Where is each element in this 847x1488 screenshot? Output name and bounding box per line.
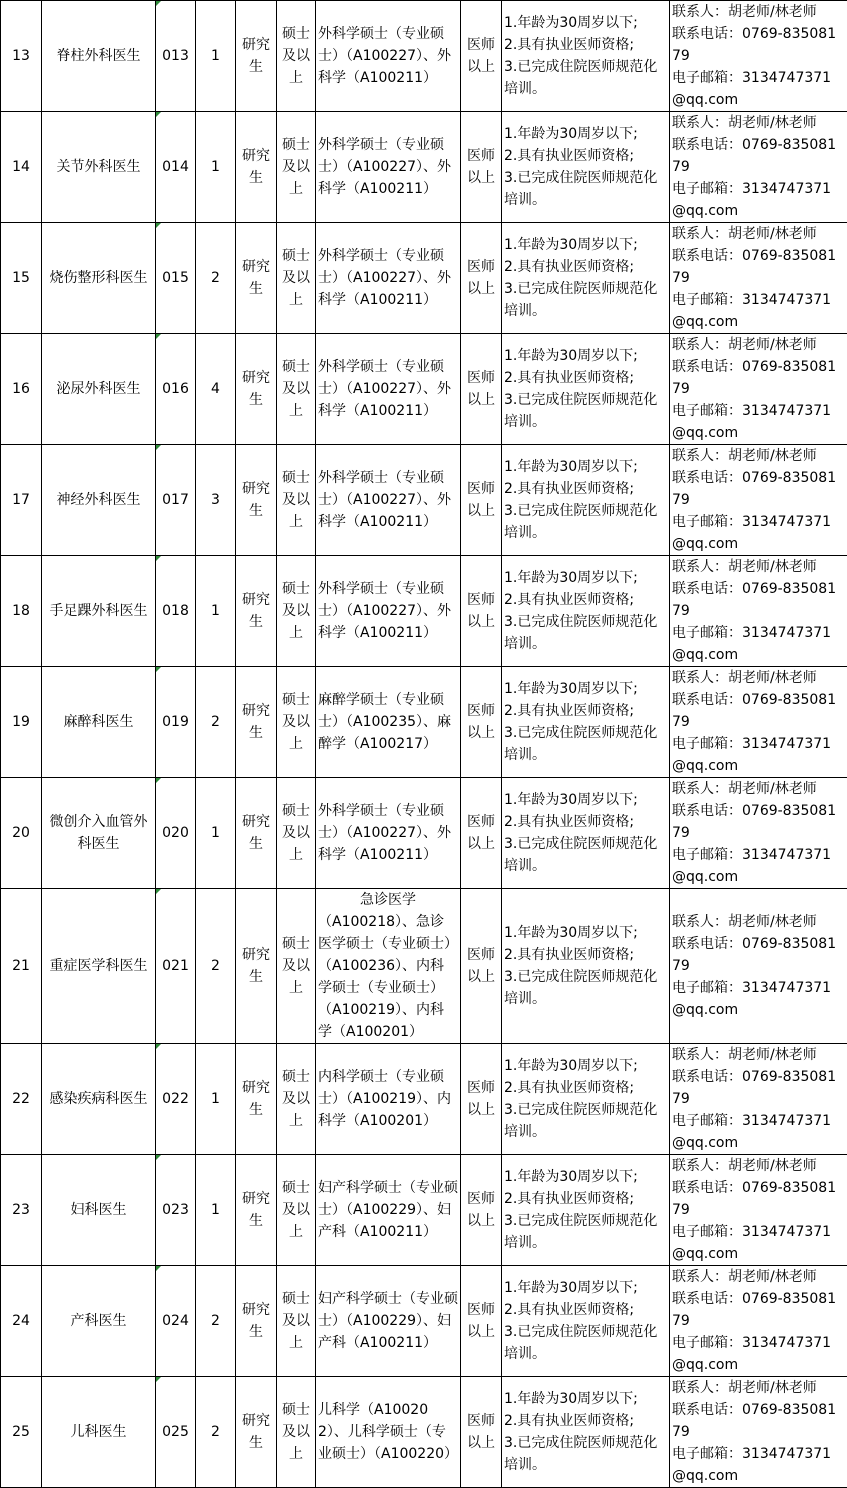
requirement-line: 3.已完成住院医师规范化培训。 bbox=[504, 1099, 667, 1143]
professional-title: 医师以上 bbox=[461, 778, 502, 889]
table-row bbox=[1, 334, 847, 445]
headcount: 2 bbox=[196, 223, 236, 334]
education: 研究生 bbox=[236, 112, 277, 223]
requirement-line: 2.具有执业医师资格; bbox=[504, 1299, 667, 1321]
position-code: 018 bbox=[156, 556, 196, 667]
table-row bbox=[1, 445, 847, 556]
contact-info bbox=[670, 1044, 847, 1155]
other-requirements bbox=[502, 223, 670, 334]
professional-title: 医师以上 bbox=[461, 1266, 502, 1377]
contact-person: 联系人：胡老师/林老师 bbox=[672, 334, 845, 356]
position-code: 025 bbox=[156, 1377, 196, 1488]
contact-phone: 联系电话：0769-83508179 bbox=[672, 689, 845, 733]
headcount: 4 bbox=[196, 334, 236, 445]
requirement-line: 2.具有执业医师资格; bbox=[504, 145, 667, 167]
major-requirement bbox=[316, 1044, 461, 1155]
headcount: 1 bbox=[196, 1044, 236, 1155]
education: 研究生 bbox=[236, 223, 277, 334]
contact-info bbox=[670, 1155, 847, 1266]
row-number: 13 bbox=[1, 1, 42, 112]
position-name: 泌尿外科医生 bbox=[42, 334, 156, 445]
table-body bbox=[1, 1, 847, 1488]
degree: 硕士及以上 bbox=[277, 1155, 316, 1266]
professional-title: 医师以上 bbox=[461, 889, 502, 1044]
major-text: 外科学硕士（专业硕士）（A100227）、外科学（A100211） bbox=[318, 581, 451, 641]
education: 研究生 bbox=[236, 889, 277, 1044]
contact-phone: 联系电话：0769-83508179 bbox=[672, 134, 845, 178]
position-name: 麻醉科医生 bbox=[42, 667, 156, 778]
table-row bbox=[1, 1155, 847, 1266]
contact-email: 电子邮箱：3134747371@qq.com bbox=[672, 1110, 845, 1154]
contact-info bbox=[670, 556, 847, 667]
row-number: 16 bbox=[1, 334, 42, 445]
major-text: 儿科学（A100202）、儿科学硕士（专业硕士）（A100220） bbox=[318, 1402, 458, 1462]
requirement-line: 3.已完成住院医师规范化培训。 bbox=[504, 278, 667, 322]
education: 研究生 bbox=[236, 1, 277, 112]
contact-phone: 联系电话：0769-83508179 bbox=[672, 356, 845, 400]
major-text: 外科学硕士（专业硕士）（A100227）、外科学（A100211） bbox=[318, 359, 451, 419]
education: 研究生 bbox=[236, 778, 277, 889]
contact-info bbox=[670, 1, 847, 112]
major-text: 外科学硕士（专业硕士）（A100227）、外科学（A100211） bbox=[318, 137, 451, 197]
requirement-line: 3.已完成住院医师规范化培训。 bbox=[504, 966, 667, 1010]
contact-person: 联系人：胡老师/林老师 bbox=[672, 778, 845, 800]
requirement-line: 1.年龄为30周岁以下; bbox=[504, 922, 667, 944]
row-number: 21 bbox=[1, 889, 42, 1044]
major-requirement bbox=[316, 1266, 461, 1377]
row-number: 20 bbox=[1, 778, 42, 889]
major-requirement bbox=[316, 1377, 461, 1488]
requirement-line: 2.具有执业医师资格; bbox=[504, 1077, 667, 1099]
contact-info bbox=[670, 334, 847, 445]
contact-email: 电子邮箱：3134747371@qq.com bbox=[672, 977, 845, 1021]
contact-email: 电子邮箱：3134747371@qq.com bbox=[672, 844, 845, 888]
position-code: 019 bbox=[156, 667, 196, 778]
other-requirements bbox=[502, 778, 670, 889]
contact-person: 联系人：胡老师/林老师 bbox=[672, 1155, 845, 1177]
requirement-line: 1.年龄为30周岁以下; bbox=[504, 678, 667, 700]
other-requirements bbox=[502, 556, 670, 667]
major-requirement bbox=[316, 334, 461, 445]
position-name: 妇科医生 bbox=[42, 1155, 156, 1266]
degree: 硕士及以上 bbox=[277, 1377, 316, 1488]
contact-info bbox=[670, 778, 847, 889]
education: 研究生 bbox=[236, 1155, 277, 1266]
professional-title: 医师以上 bbox=[461, 556, 502, 667]
degree: 硕士及以上 bbox=[277, 556, 316, 667]
major-requirement bbox=[316, 112, 461, 223]
contact-phone: 联系电话：0769-83508179 bbox=[672, 1288, 845, 1332]
requirement-line: 1.年龄为30周岁以下; bbox=[504, 1277, 667, 1299]
professional-title: 医师以上 bbox=[461, 1044, 502, 1155]
professional-title: 医师以上 bbox=[461, 1, 502, 112]
contact-email: 电子邮箱：3134747371@qq.com bbox=[672, 622, 845, 666]
requirement-line: 3.已完成住院医师规范化培训。 bbox=[504, 1432, 667, 1476]
other-requirements bbox=[502, 1155, 670, 1266]
requirement-line: 3.已完成住院医师规范化培训。 bbox=[504, 833, 667, 877]
requirement-line: 3.已完成住院医师规范化培训。 bbox=[504, 500, 667, 544]
table-row bbox=[1, 1044, 847, 1155]
requirement-line: 2.具有执业医师资格; bbox=[504, 944, 667, 966]
table-row bbox=[1, 556, 847, 667]
major-requirement bbox=[316, 778, 461, 889]
contact-person: 联系人：胡老师/林老师 bbox=[672, 112, 845, 134]
contact-info bbox=[670, 889, 847, 1044]
requirement-line: 3.已完成住院医师规范化培训。 bbox=[504, 611, 667, 655]
requirement-line: 1.年龄为30周岁以下; bbox=[504, 1388, 667, 1410]
position-name: 微创介入血管外科医生 bbox=[42, 778, 156, 889]
contact-info bbox=[670, 223, 847, 334]
major-text: 内科学硕士（专业硕士）（A100219）、内科学（A100201） bbox=[318, 1069, 451, 1129]
major-text: 妇产科学硕士（专业硕士）（A100229）、妇产科（A100211） bbox=[318, 1180, 458, 1240]
degree: 硕士及以上 bbox=[277, 1044, 316, 1155]
major-text: （A100218）、急诊医学硕士（专业硕士）（A100236）、内科学硕士（专业硕士）（A100219）、内科学（A100201） bbox=[318, 914, 458, 1040]
requirement-line: 2.具有执业医师资格; bbox=[504, 256, 667, 278]
headcount: 1 bbox=[196, 1155, 236, 1266]
major-requirement bbox=[316, 556, 461, 667]
major-requirement bbox=[316, 1, 461, 112]
contact-email: 电子邮箱：3134747371@qq.com bbox=[672, 511, 845, 555]
row-number: 22 bbox=[1, 1044, 42, 1155]
major-requirement bbox=[316, 223, 461, 334]
major-requirement bbox=[316, 445, 461, 556]
education: 研究生 bbox=[236, 334, 277, 445]
position-code: 017 bbox=[156, 445, 196, 556]
contact-person: 联系人：胡老师/林老师 bbox=[672, 223, 845, 245]
position-name: 儿科医生 bbox=[42, 1377, 156, 1488]
requirement-line: 3.已完成住院医师规范化培训。 bbox=[504, 722, 667, 766]
position-name: 脊柱外科医生 bbox=[42, 1, 156, 112]
other-requirements bbox=[502, 1266, 670, 1377]
education: 研究生 bbox=[236, 1266, 277, 1377]
contact-info bbox=[670, 667, 847, 778]
contact-email: 电子邮箱：3134747371@qq.com bbox=[672, 1221, 845, 1265]
contact-person: 联系人：胡老师/林老师 bbox=[672, 1, 845, 23]
contact-phone: 联系电话：0769-83508179 bbox=[672, 245, 845, 289]
requirement-line: 2.具有执业医师资格; bbox=[504, 34, 667, 56]
requirement-line: 1.年龄为30周岁以下; bbox=[504, 456, 667, 478]
row-number: 14 bbox=[1, 112, 42, 223]
position-code: 013 bbox=[156, 1, 196, 112]
education: 研究生 bbox=[236, 1044, 277, 1155]
education: 研究生 bbox=[236, 445, 277, 556]
position-name: 重症医学科医生 bbox=[42, 889, 156, 1044]
other-requirements bbox=[502, 1377, 670, 1488]
requirement-line: 1.年龄为30周岁以下; bbox=[504, 12, 667, 34]
row-number: 15 bbox=[1, 223, 42, 334]
contact-person: 联系人：胡老师/林老师 bbox=[672, 1044, 845, 1066]
headcount: 3 bbox=[196, 445, 236, 556]
row-number: 23 bbox=[1, 1155, 42, 1266]
contact-info bbox=[670, 1377, 847, 1488]
position-code: 022 bbox=[156, 1044, 196, 1155]
position-code: 014 bbox=[156, 112, 196, 223]
contact-person: 联系人：胡老师/林老师 bbox=[672, 445, 845, 467]
requirement-line: 2.具有执业医师资格; bbox=[504, 1410, 667, 1432]
degree: 硕士及以上 bbox=[277, 889, 316, 1044]
contact-info bbox=[670, 112, 847, 223]
education: 研究生 bbox=[236, 667, 277, 778]
headcount: 1 bbox=[196, 778, 236, 889]
headcount: 2 bbox=[196, 667, 236, 778]
position-name: 感染疾病科医生 bbox=[42, 1044, 156, 1155]
position-code: 021 bbox=[156, 889, 196, 1044]
contact-person: 联系人：胡老师/林老师 bbox=[672, 667, 845, 689]
requirement-line: 3.已完成住院医师规范化培训。 bbox=[504, 167, 667, 211]
other-requirements bbox=[502, 445, 670, 556]
major-text: 外科学硕士（专业硕士）（A100227）、外科学（A100211） bbox=[318, 470, 451, 530]
requirement-line: 1.年龄为30周岁以下; bbox=[504, 234, 667, 256]
headcount: 1 bbox=[196, 1, 236, 112]
contact-email: 电子邮箱：3134747371@qq.com bbox=[672, 400, 845, 444]
professional-title: 医师以上 bbox=[461, 112, 502, 223]
professional-title: 医师以上 bbox=[461, 223, 502, 334]
row-number: 24 bbox=[1, 1266, 42, 1377]
contact-email: 电子邮箱：3134747371@qq.com bbox=[672, 733, 845, 777]
other-requirements bbox=[502, 1, 670, 112]
professional-title: 医师以上 bbox=[461, 1155, 502, 1266]
contact-phone: 联系电话：0769-83508179 bbox=[672, 1399, 845, 1443]
requirement-line: 1.年龄为30周岁以下; bbox=[504, 1166, 667, 1188]
contact-email: 电子邮箱：3134747371@qq.com bbox=[672, 1332, 845, 1376]
requirement-line: 1.年龄为30周岁以下; bbox=[504, 567, 667, 589]
table-row bbox=[1, 1, 847, 112]
row-number: 17 bbox=[1, 445, 42, 556]
position-name: 神经外科医生 bbox=[42, 445, 156, 556]
requirement-line: 3.已完成住院医师规范化培训。 bbox=[504, 1210, 667, 1254]
major-text: 外科学硕士（专业硕士）（A100227）、外科学（A100211） bbox=[318, 803, 451, 863]
major-text: 外科学硕士（专业硕士）（A100227）、外科学（A100211） bbox=[318, 26, 451, 86]
contact-phone: 联系电话：0769-83508179 bbox=[672, 578, 845, 622]
headcount: 2 bbox=[196, 1266, 236, 1377]
requirement-line: 3.已完成住院医师规范化培训。 bbox=[504, 389, 667, 433]
requirement-line: 2.具有执业医师资格; bbox=[504, 478, 667, 500]
position-name: 产科医生 bbox=[42, 1266, 156, 1377]
requirement-line: 2.具有执业医师资格; bbox=[504, 700, 667, 722]
degree: 硕士及以上 bbox=[277, 445, 316, 556]
requirement-line: 2.具有执业医师资格; bbox=[504, 1188, 667, 1210]
major-text: 外科学硕士（专业硕士）（A100227）、外科学（A100211） bbox=[318, 248, 451, 308]
position-code: 020 bbox=[156, 778, 196, 889]
table-row bbox=[1, 223, 847, 334]
contact-info bbox=[670, 1266, 847, 1377]
position-code: 016 bbox=[156, 334, 196, 445]
other-requirements bbox=[502, 889, 670, 1044]
table-row bbox=[1, 667, 847, 778]
major-requirement bbox=[316, 667, 461, 778]
professional-title: 医师以上 bbox=[461, 667, 502, 778]
headcount: 2 bbox=[196, 889, 236, 1044]
contact-phone: 联系电话：0769-83508179 bbox=[672, 933, 845, 977]
major-requirement bbox=[316, 889, 461, 1044]
other-requirements bbox=[502, 334, 670, 445]
degree: 硕士及以上 bbox=[277, 334, 316, 445]
major-text: 麻醉学硕士（专业硕士）（A100235）、麻醉学（A100217） bbox=[318, 692, 451, 752]
position-name: 手足踝外科医生 bbox=[42, 556, 156, 667]
contact-person: 联系人：胡老师/林老师 bbox=[672, 911, 845, 933]
contact-email: 电子邮箱：3134747371@qq.com bbox=[672, 178, 845, 222]
contact-phone: 联系电话：0769-83508179 bbox=[672, 467, 845, 511]
contact-email: 电子邮箱：3134747371@qq.com bbox=[672, 67, 845, 111]
major-text: 妇产科学硕士（专业硕士）（A100229）、妇产科（A100211） bbox=[318, 1291, 458, 1351]
other-requirements bbox=[502, 667, 670, 778]
row-number: 19 bbox=[1, 667, 42, 778]
row-number: 18 bbox=[1, 556, 42, 667]
contact-person: 联系人：胡老师/林老师 bbox=[672, 1377, 845, 1399]
position-code: 024 bbox=[156, 1266, 196, 1377]
table-row bbox=[1, 889, 847, 1044]
major-requirement bbox=[316, 1155, 461, 1266]
contact-person: 联系人：胡老师/林老师 bbox=[672, 1266, 845, 1288]
professional-title: 医师以上 bbox=[461, 1377, 502, 1488]
headcount: 2 bbox=[196, 1377, 236, 1488]
contact-phone: 联系电话：0769-83508179 bbox=[672, 23, 845, 67]
professional-title: 医师以上 bbox=[461, 334, 502, 445]
requirement-line: 2.具有执业医师资格; bbox=[504, 589, 667, 611]
position-name: 烧伤整形科医生 bbox=[42, 223, 156, 334]
contact-info bbox=[670, 445, 847, 556]
degree: 硕士及以上 bbox=[277, 778, 316, 889]
requirement-line: 2.具有执业医师资格; bbox=[504, 811, 667, 833]
major-text: 急诊医学 bbox=[318, 889, 458, 911]
education: 研究生 bbox=[236, 1377, 277, 1488]
position-code: 023 bbox=[156, 1155, 196, 1266]
contact-email: 电子邮箱：3134747371@qq.com bbox=[672, 1443, 845, 1487]
contact-phone: 联系电话：0769-83508179 bbox=[672, 800, 845, 844]
requirement-line: 1.年龄为30周岁以下; bbox=[504, 123, 667, 145]
contact-phone: 联系电话：0769-83508179 bbox=[672, 1066, 845, 1110]
requirement-line: 2.具有执业医师资格; bbox=[504, 367, 667, 389]
headcount: 1 bbox=[196, 556, 236, 667]
requirement-line: 1.年龄为30周岁以下; bbox=[504, 789, 667, 811]
education: 研究生 bbox=[236, 556, 277, 667]
headcount: 1 bbox=[196, 112, 236, 223]
degree: 硕士及以上 bbox=[277, 667, 316, 778]
requirement-line: 1.年龄为30周岁以下; bbox=[504, 1055, 667, 1077]
position-code: 015 bbox=[156, 223, 196, 334]
requirement-line: 3.已完成住院医师规范化培训。 bbox=[504, 1321, 667, 1365]
row-number: 25 bbox=[1, 1377, 42, 1488]
table-row bbox=[1, 1377, 847, 1488]
contact-person: 联系人：胡老师/林老师 bbox=[672, 556, 845, 578]
requirement-line: 3.已完成住院医师规范化培训。 bbox=[504, 56, 667, 100]
other-requirements bbox=[502, 1044, 670, 1155]
other-requirements bbox=[502, 112, 670, 223]
contact-email: 电子邮箱：3134747371@qq.com bbox=[672, 289, 845, 333]
table-row bbox=[1, 112, 847, 223]
professional-title: 医师以上 bbox=[461, 445, 502, 556]
degree: 硕士及以上 bbox=[277, 1266, 316, 1377]
table-row bbox=[1, 778, 847, 889]
contact-phone: 联系电话：0769-83508179 bbox=[672, 1177, 845, 1221]
degree: 硕士及以上 bbox=[277, 112, 316, 223]
table-row bbox=[1, 1266, 847, 1377]
degree: 硕士及以上 bbox=[277, 1, 316, 112]
requirement-line: 1.年龄为30周岁以下; bbox=[504, 345, 667, 367]
position-name: 关节外科医生 bbox=[42, 112, 156, 223]
degree: 硕士及以上 bbox=[277, 223, 316, 334]
